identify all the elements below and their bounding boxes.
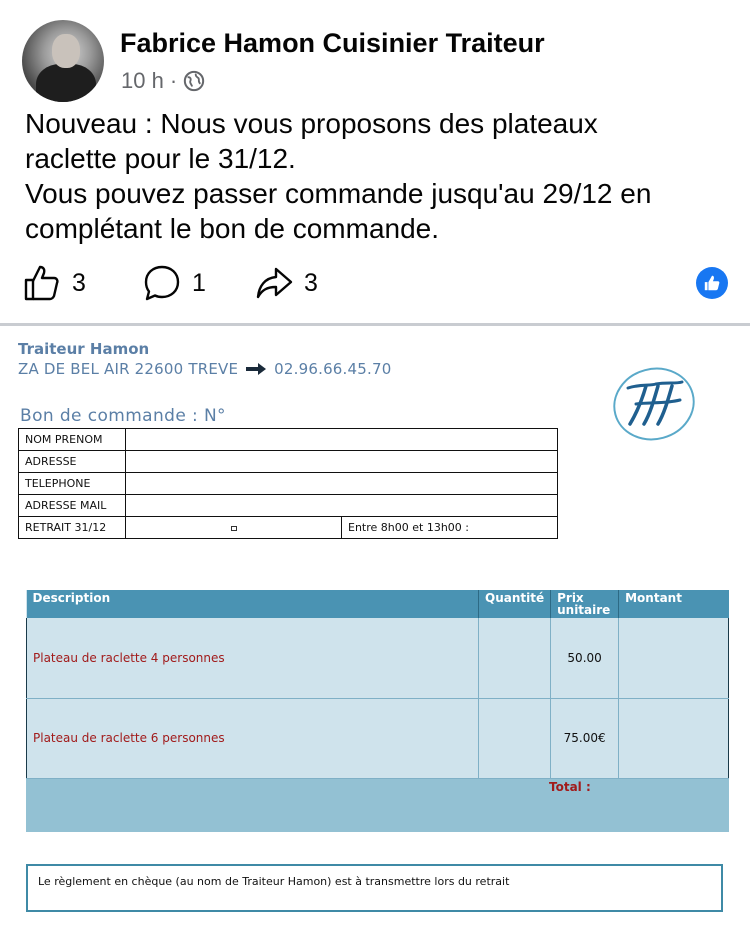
- form-field: [126, 451, 558, 473]
- table-row: [27, 698, 729, 778]
- like-count: 3: [72, 268, 86, 297]
- thumbs-up-icon: [703, 274, 721, 292]
- post-header: [22, 20, 722, 104]
- like-button[interactable]: [22, 262, 86, 304]
- address-text: ZA DE BEL AIR 22600 TREVE: [18, 360, 239, 378]
- thumbs-up-icon: [22, 263, 62, 303]
- comment-button[interactable]: [142, 262, 206, 304]
- comment-icon: [142, 263, 182, 303]
- form-row: [19, 473, 558, 495]
- row-price: 50.00: [551, 618, 619, 698]
- action-bar: [22, 262, 728, 304]
- row-amount: [619, 698, 729, 778]
- form-row: [19, 451, 558, 473]
- form-label: RETRAIT 31/12: [19, 517, 126, 539]
- share-icon: [254, 263, 294, 303]
- form-label: ADRESSE MAIL: [19, 495, 126, 517]
- order-table: [26, 590, 729, 779]
- order-form-image[interactable]: [0, 326, 750, 940]
- header-amount: Montant: [619, 590, 729, 618]
- header-unit-price-line2: unitaire: [557, 603, 611, 617]
- post-text-line: Nouveau : Nous vous proposons des plateaux: [25, 108, 598, 139]
- form-field: [126, 429, 558, 451]
- hamon-logo: [606, 364, 698, 442]
- row-description: Plateau de raclette 4 personnes: [27, 618, 479, 698]
- form-field: [126, 473, 558, 495]
- header-description: Description: [27, 590, 479, 618]
- form-row: [19, 429, 558, 451]
- payment-note: Le règlement en chèque (au nom de Traiteur Hamon) est à transmettre lors du retrait: [26, 864, 723, 912]
- meta-separator: ·: [169, 68, 178, 93]
- checkbox-square: [231, 526, 237, 531]
- header-unit-price-line1: Prix: [557, 591, 584, 605]
- total-label: Total :: [549, 780, 591, 794]
- form-label: ADRESSE: [19, 451, 126, 473]
- form-label: TELEPHONE: [19, 473, 126, 495]
- pickup-time: Entre 8h00 et 13h00 :: [342, 517, 558, 539]
- post-time[interactable]: 10 h: [121, 68, 164, 93]
- author-name[interactable]: Fabrice Hamon Cuisinier Traiteur: [120, 28, 545, 58]
- form-field: [126, 495, 558, 517]
- company-address: [18, 360, 391, 378]
- post-meta: [121, 68, 205, 94]
- row-quantity: [479, 698, 551, 778]
- row-price: 75.00€: [551, 698, 619, 778]
- row-amount: [619, 618, 729, 698]
- customer-form: [18, 428, 558, 539]
- share-button[interactable]: [254, 262, 318, 304]
- total-band: [26, 778, 729, 832]
- header-unit-price: [551, 590, 619, 618]
- table-header: [27, 590, 729, 618]
- phone-number: 02.96.66.45.70: [274, 360, 392, 378]
- row-quantity: [479, 618, 551, 698]
- like-reaction-badge[interactable]: [696, 267, 728, 299]
- header-quantity: Quantité: [479, 590, 551, 618]
- comment-count: 1: [192, 268, 206, 297]
- globe-icon: [183, 70, 205, 92]
- arrow-right-icon: [246, 363, 266, 375]
- form-row: [19, 495, 558, 517]
- table-row: [27, 618, 729, 698]
- form-row: [19, 517, 558, 539]
- post-text-line: complétant le bon de commande.: [25, 213, 440, 244]
- share-count: 3: [304, 268, 318, 297]
- avatar[interactable]: [22, 20, 104, 102]
- order-title: Bon de commande : N°: [20, 406, 226, 426]
- pickup-checkbox-cell: [126, 517, 342, 539]
- post-text-line: Vous pouvez passer commande jusqu'au 29/12 en: [25, 178, 652, 209]
- post-text-line: raclette pour le 31/12.: [25, 143, 296, 174]
- company-name: Traiteur Hamon: [18, 340, 150, 358]
- form-label: NOM PRENOM: [19, 429, 126, 451]
- post-text: [25, 106, 725, 246]
- row-description: Plateau de raclette 6 personnes: [27, 698, 479, 778]
